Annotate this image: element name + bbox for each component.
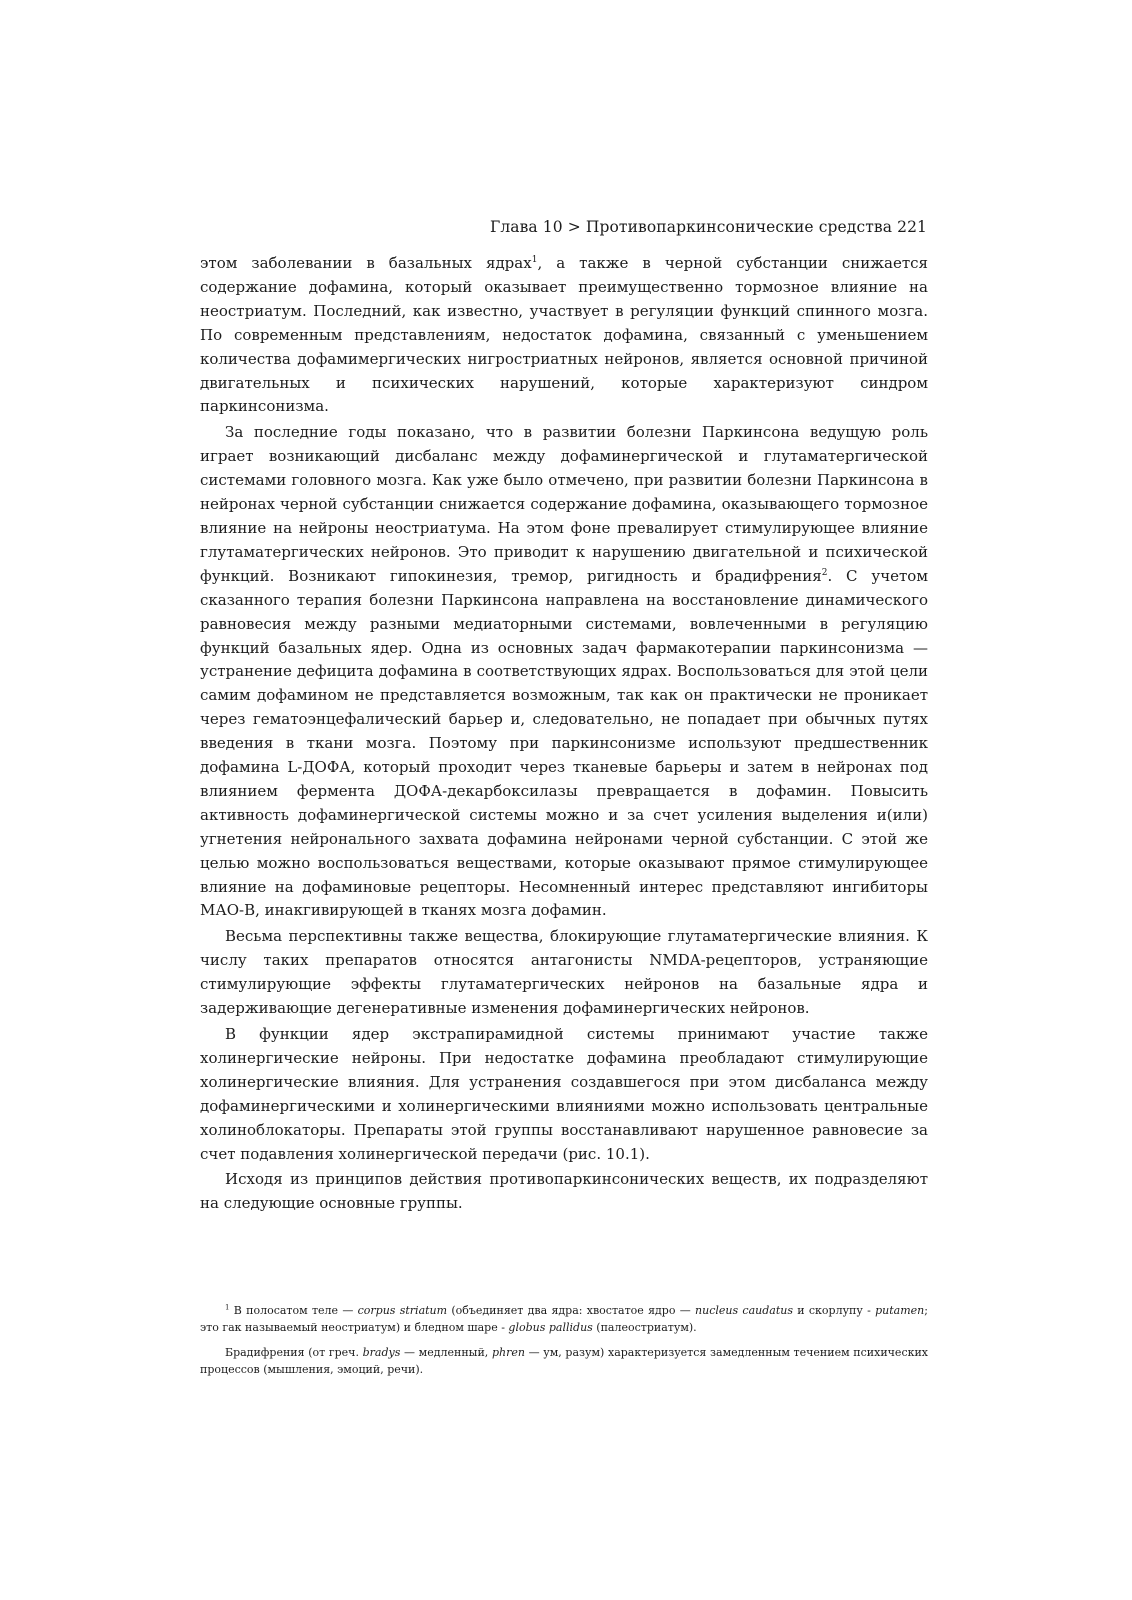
footnote-1-term-nucleus-caudatus: nucleus caudatus xyxy=(695,1304,793,1317)
paragraph-2-text-b: . С учетом сказанного терапия болезни Паркинсона направлена на восстановление динамического равновесия между разными медиаторными системами, вовлеченными в регуляцию функций базальных ядер. Одна из основных задач фармакотерапии паркинсонизма — устранение дефицита дофамина в соответствующих ядрах. Воспользоваться для этой цели самим дофамином не представляется возможным, так как он практически не проникает через гематоэнцефалический барьер и, следовательно, не попадает при обычных путях введения в ткани мозга. Поэтому при паркинсонизме используют предшественник дофамина L-ДОФА, который проходит через тканевые барьеры и затем в нейронах под влиянием фермента ДОФА-декарбоксилазы превращается в дофамин. Повысить активность дофаминергической системы можно и за счет усиления выделения и(или) угнетения нейронального захвата дофамина нейронами черной субстанции. С этой же целью можно воспользоваться веществами, которые оказывают прямое стимулирующее влияние на дофаминовые рецепторы. Несомненный интерес представляют ингибиторы МАО-В, инакгивирующей в тканях мозга дофамин. xyxy=(200,566,928,920)
footnote-1-term-putamen: putamen xyxy=(875,1304,925,1317)
paragraph-1 xyxy=(200,252,928,419)
footnote-1-text-a: В полосатом теле — xyxy=(229,1304,358,1317)
paragraph-2 xyxy=(200,421,928,923)
footnote-2-text-a: Брадифрения (от греч. xyxy=(225,1346,363,1359)
footnote-ref-1: 1 xyxy=(531,255,538,265)
footnote-2-text-b: — медленный, xyxy=(400,1346,492,1359)
footnote-2 xyxy=(200,1344,928,1378)
footnote-2-text-c: — ум, разум) характеризуется замедленным течением психических процессов (мышления, эмоций, речи). xyxy=(200,1346,929,1376)
paragraph-4: В функции ядер экстрапирамидной системы принимают участие также холинергические нейроны. При недостатке дофамина преобладают стимулирующие холинергические влияния. Для устранения создавшегося при этом дисбаланса между дофаминергическими и холинергическими влияниями можно использовать центральные холиноблокаторы. Препараты этой группы восстанавливают нарушенное равновесие за счет подавления холинергической передачи (рис. 10.1). xyxy=(200,1025,928,1163)
paragraph-2-text-a: За последние годы показано, что в развитии болезни Паркинсона ведущую роль играет возникающий дисбаланс между дофаминергической и глутаматергической системами головного мозга. Как уже было отмечено, при развитии болезни Паркинсона в нейронах черной субстанции снижается содержание дофамина, оказывающего тормозное влияние на нейроны неостриатума. На этом фоне превалирует стимулирующее влияние глутаматергических нейронов. Это приводит к нарушению двигательной и психической функций. Возникают гипокинезия, тремор, ригидность и брадифрения xyxy=(200,423,928,585)
paragraph-1-text-a: этом заболевании в базальных ядрах xyxy=(200,254,532,272)
paragraph-5: Исходя из принципов действия противопаркинсонических веществ, их подразделяют на следующие основные группы. xyxy=(200,1170,928,1213)
footnote-1-text-b: (объединяет два ядра: хвостатое ядро — xyxy=(447,1304,696,1317)
running-header: Глава 10 > Противопаркинсонические средства 221 xyxy=(489,218,927,236)
footnote-1-term-corpus-striatum: corpus striatum xyxy=(357,1304,448,1317)
main-text xyxy=(200,252,928,1216)
paragraph-3: Весьма перспективны также вещества, блокирующие глутаматергические влияния. К числу таких препаратов относятся антагонисты NMDA-рецепторов, устраняющие стимулирующие эффекты глутаматергических нейронов на базальные ядра и задерживающие дегенеративные изменения дофаминергических нейронов. xyxy=(200,927,928,1018)
footnote-1-mark: 1 xyxy=(225,1303,230,1312)
footnote-1-text-c: и скорлупу - xyxy=(792,1304,876,1317)
footnote-1-term-globus-pallidus: globus pallidus xyxy=(508,1321,593,1334)
footnote-2-term-phren: phren xyxy=(491,1346,525,1359)
footnote-ref-2: 2 xyxy=(821,567,828,578)
footnote-2-term-bradys: bradys xyxy=(362,1346,401,1359)
footnote-1-text-e: (палеостриатум). xyxy=(592,1321,697,1334)
paragraph-1-text-b: , а также в черной субстанции снижается содержание дофамина, который оказывает преимущественно тормозное влияние на неостриатум. Последний, как известно, участвует в регуляции функций спинного мозга. По современным представлениям, недостаток дофамина, связанный с уменьшением количества дофамимергических нигростриатных нейронов, является основной причиной двигательных и психических нарушений, которые характеризуют синдром паркинсонизма. xyxy=(200,254,928,416)
footnote-1-text-d: ; это гак называемый неостриатум) и бледном шаре - xyxy=(200,1304,928,1334)
footnotes xyxy=(200,1302,928,1386)
footnote-1 xyxy=(200,1302,928,1336)
